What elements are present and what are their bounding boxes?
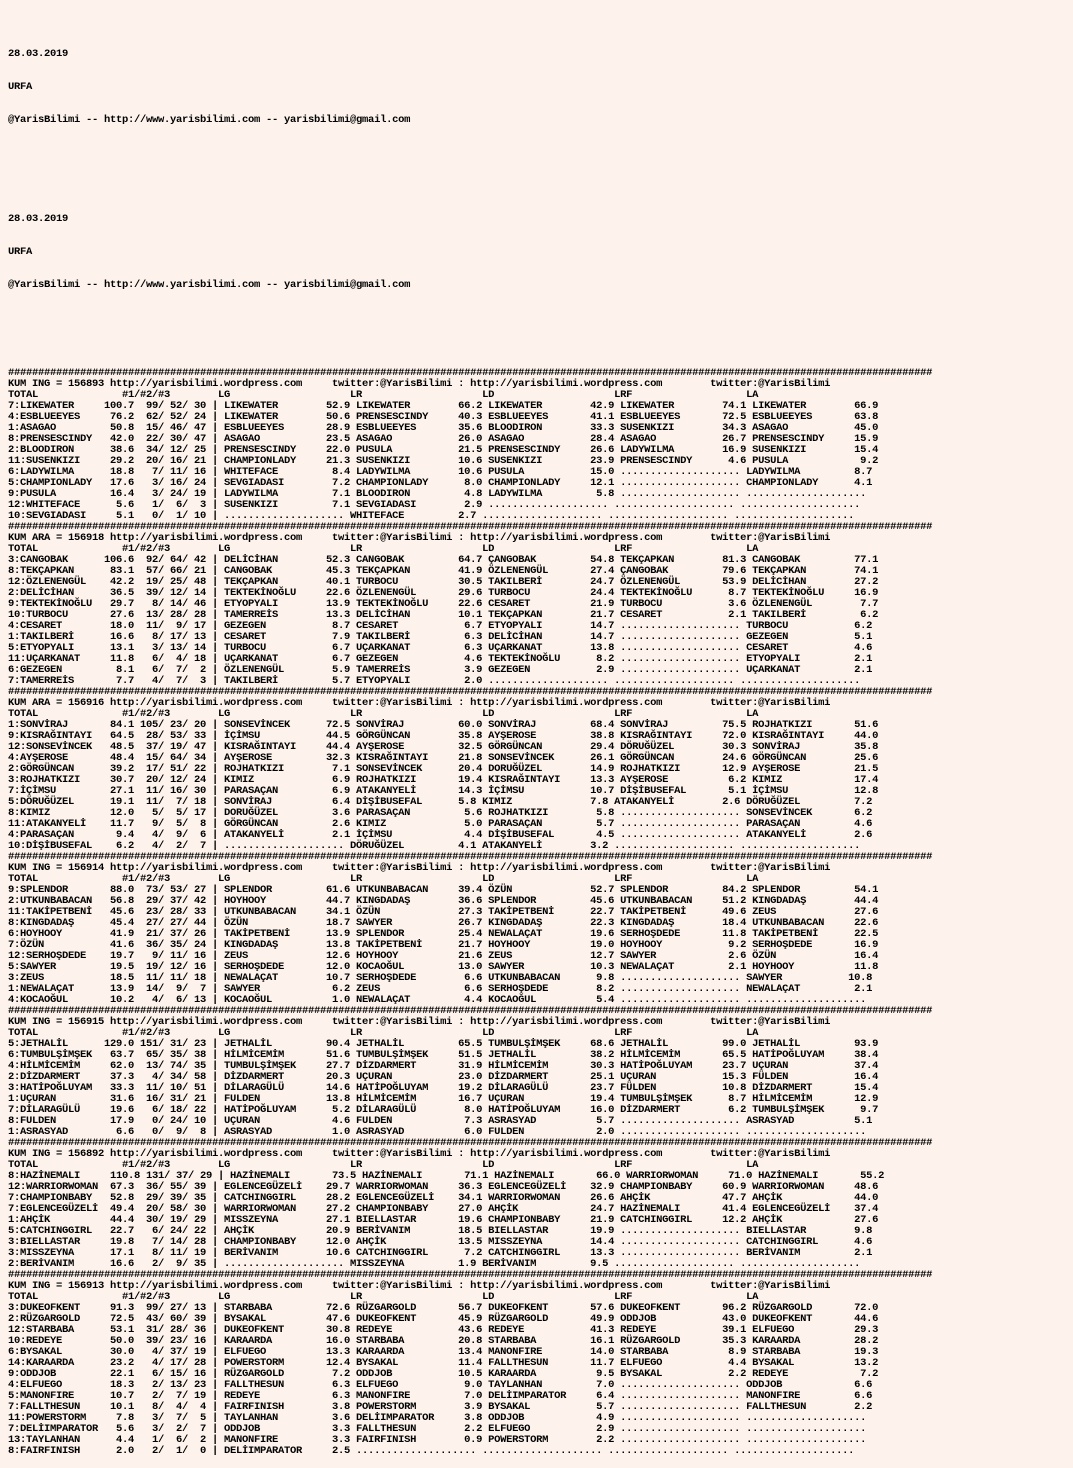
separator-line: ########################################################################################################################################################## xyxy=(8,1269,933,1281)
horse-row: 3:MISSZEYNA 17.1 8/ 11/ 19 | BERİVANIM 10.6 CATCHINGGIRL 7.2 CATCHINGGIRL 13.3 .................... BERİVANIM 2.1 xyxy=(8,1247,873,1259)
race-title: KUM ING = 156892 http://yarisbilimi.wordpress.com twitter:@YarisBilimi : http://yarisbilimi.wordpress.com twitter:@YarisBilimi xyxy=(8,1148,831,1160)
horse-row: 11:TAKİPETBENİ 45.6 23/ 28/ 33 | UTKUNBABACAN 34.1 ÖZÜN 27.3 TAKİPETBENİ 22.7 TAKİPETBENİ 49.6 ZEUS 27.6 xyxy=(8,906,879,918)
horse-row: 6:TUMBULŞİMŞEK 63.7 65/ 35/ 38 | HİLMİCEMİM 51.6 TUMBULŞİMŞEK 51.5 JETHALİL 38.2 HİLMİCEMİM 65.5 HATİPOĞLUYAM 38.4 xyxy=(8,1049,879,1061)
column-header: TOTAL #1/#2/#3 LG LR LD LRF LA xyxy=(8,873,759,885)
horse-row: 11:ATAKANYELİ 11.7 9/ 5/ 8 | GÖRGÜNCAN 2.6 KIMIZ 5.0 PARASAÇAN 5.7 .................... PARASAÇAN 4.6 xyxy=(8,818,873,830)
header-city: URFA xyxy=(8,246,33,258)
horse-row: 11:SUSENKIZI 29.2 20/ 16/ 21 | CHAMPIONLADY 21.3 SUSENKIZI 10.6 SUSENKIZI 23.9 PRENSESCINDY 4.6 PUSULA 9.2 xyxy=(8,455,879,467)
horse-row: 3:CANGOBAK 106.6 92/ 64/ 42 | DELİCİHAN 52.3 CANGOBAK 64.7 ÇANGOBAK 54.8 TEKÇAPKAN 81.3 CANGOBAK 77.1 xyxy=(8,554,879,566)
horse-row: 4:AYŞEROSE 48.4 15/ 64/ 34 | AYŞEROSE 32.3 KISRAĞINTAYI 21.8 SONSEVİNCEK 26.1 GÖRGÜNCAN 24.6 GÖRGÜNCAN 25.6 xyxy=(8,752,879,764)
column-header: TOTAL #1/#2/#3 LG LR LD LRF LA xyxy=(8,708,759,720)
race-block xyxy=(8,1138,932,1270)
horse-row: 2:BERİVANIM 16.6 2/ 9/ 35 | .................... MISSZEYNA 1.9 BERİVANIM 9.5 .................... .................... xyxy=(8,1258,861,1270)
race-block xyxy=(8,1006,932,1138)
horse-row: 3:ROJHATKIZI 30.7 20/ 12/ 24 | KIMIZ 6.9 ROJHATKIZI 19.4 KISRAĞINTAYI 13.3 AYŞEROSE 6.2 KIMIZ 17.4 xyxy=(8,774,879,786)
horse-row: 4:ELFUEGO 18.3 2/ 13/ 23 | FALLTHESUN 6.3 ELFUEGO 9.0 TAYLANHAN 7.0 .................... ODDJOB 6.6 xyxy=(8,1379,873,1391)
separator-line: ########################################################################################################################################################## xyxy=(8,367,933,379)
horse-row: 3:HATİPOĞLUYAM 33.3 11/ 10/ 51 | DİLARAGÜLÜ 14.6 HATİPOĞLUYAM 19.2 DİLARAGÜLÜ 23.7 FÜLDEN 10.8 DİZDARMERT 15.4 xyxy=(8,1082,879,1094)
race-block xyxy=(8,852,932,1006)
horse-row: 8:TEKÇAPKAN 83.1 57/ 66/ 21 | CANGOBAK 45.3 TEKÇAPKAN 41.9 ÖZLENENGÜL 27.4 ÇANGOBAK 79.6 TEKÇAPKAN 74.1 xyxy=(8,565,879,577)
horse-row: 5:JETHALİL 129.0 151/ 31/ 23 | JETHALİL 90.4 JETHALİL 65.5 TUMBULŞİMŞEK 68.6 JETHALİL 99.0 JETHALİL 93.9 xyxy=(8,1038,879,1050)
horse-row: 5:MANONFIRE 10.7 2/ 7/ 19 | REDEYE 6.3 MANONFIRE 7.0 DELİIMPARATOR 6.4 .................... MANONFIRE 6.6 xyxy=(8,1390,873,1402)
race-title: KUM ING = 156893 http://yarisbilimi.wordpress.com twitter:@YarisBilimi : http://yarisbilimi.wordpress.com twitter:@YarisBilimi xyxy=(8,378,831,390)
column-header: TOTAL #1/#2/#3 LG LR LD LRF LA xyxy=(8,389,759,401)
horse-row: 7:İÇİMSU 27.1 11/ 16/ 30 | PARASAÇAN 6.9 ATAKANYELİ 14.3 İÇİMSU 10.7 DİŞİBUSEFAL 5.1 İÇİMSU 12.8 xyxy=(8,785,879,797)
horse-row: 2:BLOODIRON 38.6 34/ 12/ 25 | PRENSESCINDY 22.0 PUSULA 21.5 PRENSESCINDY 26.6 LADYWILMA 16.9 SUSENKIZI 15.4 xyxy=(8,444,879,456)
separator-line: ########################################################################################################################################################## xyxy=(8,851,933,863)
horse-row: 9:KISRAĞINTAYI 64.5 28/ 53/ 33 | İÇİMSU 44.5 GÖRGÜNCAN 35.8 AYŞEROSE 38.8 KISRAĞINTAYI 72.0 KISRAĞINTAYI 44.0 xyxy=(8,730,879,742)
column-header: TOTAL #1/#2/#3 LG LR LD LRF LA xyxy=(8,1291,759,1303)
horse-row: 2:DİZDARMERT 37.3 4/ 34/ 58 | DİZDARMERT 20.3 UÇURAN 23.0 DİZDARMERT 25.1 UÇURAN 15.3 FÜLDEN 16.4 xyxy=(8,1071,879,1083)
horse-row: 4:HİLMİCEMİM 62.0 13/ 74/ 35 | TUMBULŞİMŞEK 27.7 DİZDARMERT 31.9 HİLMİCEMİM 30.3 HATİPOĞLUYAM 23.7 UÇURAN 37.4 xyxy=(8,1060,879,1072)
horse-row: 7:FALLTHESUN 10.1 8/ 4/ 4 | FAIRFINISH 3.8 POWERSTORM 3.9 BYSAKAL 5.7 .................... FALLTHESUN 2.2 xyxy=(8,1401,873,1413)
race-title: KUM ARA = 156918 http://yarisbilimi.wordpress.com twitter:@YarisBilimi : http://yarisbilimi.wordpress.com twitter:@YarisBilimi xyxy=(8,532,831,544)
race-title: KUM ING = 156914 http://yarisbilimi.wordpress.com twitter:@YarisBilimi : http://yarisbilimi.wordpress.com twitter:@YarisBilimi xyxy=(8,862,831,874)
race-title: KUM ING = 156915 http://yarisbilimi.wordpress.com twitter:@YarisBilimi : http://yarisbilimi.wordpress.com twitter:@YarisBilimi xyxy=(8,1016,831,1028)
header-blank xyxy=(8,148,932,159)
horse-row: 7:CHAMPIONBABY 52.8 29/ 39/ 35 | CATCHINGGIRL 28.2 EGLENCEGÜZELİ 34.1 WARRIORWOMAN 26.6 AHÇİK 47.7 AHÇİK 44.0 xyxy=(8,1192,879,1204)
horse-row: 5:CHAMPIONLADY 17.6 3/ 16/ 24 | SEVGIADASI 7.2 CHAMPIONLADY 8.0 CHAMPIONLADY 12.1 .................... CHAMPIONLADY 4.1 xyxy=(8,477,873,489)
horse-row: 6:GEZEGEN 8.1 6/ 7/ 2 | ÖZLENENGÜL 5.9 TAMERREİS 3.9 GEZEGEN 2.9 .................... UÇARKANAT 2.1 xyxy=(8,664,873,676)
horse-row: 9:PUSULA 16.4 3/ 24/ 19 | LADYWILMA 7.1 BLOODIRON 4.8 LADYWILMA 5.8 .................... .................... xyxy=(8,488,867,500)
separator-line: ########################################################################################################################################################## xyxy=(8,1137,933,1149)
header-blank xyxy=(8,181,932,192)
column-header: TOTAL #1/#2/#3 LG LR LD LRF LA xyxy=(8,1027,759,1039)
horse-row: 5:DÖRUĞÜZEL 19.1 11/ 7/ 18 | SONVİRAJ 6.4 DİŞİBUSEFAL 5.8 KIMIZ 7.8 ATAKANYELİ 2.6 DÖRUĞÜZEL 7.2 xyxy=(8,796,873,808)
horse-row: 6:BYSAKAL 30.0 4/ 37/ 19 | ELFUEGO 13.3 KARAARDA 13.4 MANONFIRE 14.0 STARBABA 8.9 STARBABA 19.3 xyxy=(8,1346,879,1358)
horse-row: 12:SERHOŞDEDE 19.7 9/ 11/ 16 | ZEUS 12.6 HOYHOOY 21.6 ZEUS 12.7 SAWYER 2.6 ÖZÜN 16.4 xyxy=(8,950,879,962)
horse-row: 1:AHÇİK 44.4 30/ 19/ 29 | MISSZEYNA 27.1 BIELLASTAR 19.6 CHAMPIONBABY 21.9 CATCHINGGIRL 12.2 AHÇİK 27.6 xyxy=(8,1214,879,1226)
column-header: TOTAL #1/#2/#3 LG LR LD LRF LA xyxy=(8,1159,759,1171)
horse-row: 10:REDEYE 50.0 39/ 23/ 16 | KARAARDA 16.0 STARBABA 20.8 STARBABA 16.1 RÜZGARGOLD 35.3 KARAARDA 28.2 xyxy=(8,1335,879,1347)
horse-row: 7:DELİIMPARATOR 5.6 3/ 2/ 7 | ODDJOB 3.3 FALLTHESUN 2.2 ELFUEGO 2.9 .................... .................... xyxy=(8,1423,867,1435)
horse-row: 6:HOYHOOY 41.9 21/ 37/ 26 | TAKİPETBENİ 13.9 SPLENDOR 25.4 NEWALAÇAT 19.6 SERHOŞDEDE 11.8 TAKİPETBENİ 22.5 xyxy=(8,928,879,940)
horse-row: 2:UTKUNBABACAN 56.8 29/ 37/ 42 | HOYHOOY 44.7 KINGDADAŞ 36.6 SPLENDOR 45.6 UTKUNBABACAN 51.2 KINGDADAŞ 44.4 xyxy=(8,895,879,907)
header-date: 28.03.2019 xyxy=(8,213,69,225)
horse-row: 4:CESARET 18.0 11/ 9/ 17 | GEZEGEN 8.7 CESARET 6.7 ETYOPYALI 14.7 .................... TURBOCU 6.2 xyxy=(8,620,873,632)
horse-row: 12:WHITEFACE 5.6 1/ 6/ 3 | SUSENKIZI 7.1 SEVGIADASI 2.9 .................... .................... .................... xyxy=(8,499,861,511)
horse-row: 7:DİLARAGÜLÜ 19.6 6/ 18/ 22 | HATİPOĞLUYAM 5.2 DİLARAGÜLÜ 8.0 HATİPOĞLUYAM 16.0 DİZDARMERT 6.2 TUMBULŞİMŞEK 9.7 xyxy=(8,1104,879,1116)
horse-row: 12:STARBABA 53.1 31/ 28/ 36 | DUKEOFKENT 30.8 REDEYE 43.6 REDEYE 41.3 REDEYE 39.1 ELFUEGO 29.3 xyxy=(8,1324,879,1336)
separator-line: ########################################################################################################################################################## xyxy=(8,1005,933,1017)
horse-row: 6:LADYWILMA 18.8 7/ 11/ 16 | WHITEFACE 8.4 LADYWILMA 10.6 PUSULA 15.0 .................... LADYWILMA 8.7 xyxy=(8,466,873,478)
horse-row: 8:HAZİNEMALI 110.8 131/ 37/ 29 | HAZİNEMALI 73.5 HAZİNEMALI 71.1 HAZİNEMALI 66.0 WARRIORWOMAN 71.0 HAZİNEMALI 55.2 xyxy=(8,1170,885,1182)
horse-row: 1:TAKILBERİ 16.6 8/ 17/ 13 | CESARET 7.9 TAKILBERİ 6.3 DELİCİHAN 14.7 .................... GEZEGEN 5.1 xyxy=(8,631,873,643)
race-list xyxy=(8,368,932,1457)
horse-row: 12:WARRIORWOMAN 67.3 36/ 55/ 39 | EGLENCEGÜZELİ 29.7 WARRIORWOMAN 36.3 EGLENCEGÜZELİ 32.9 CHAMPIONBABY 60.9 WARRIORWOMAN 48.6 xyxy=(8,1181,879,1193)
horse-row: 8:KINGDADAŞ 45.4 27/ 27/ 44 | ÖZÜN 18.7 SAWYER 26.7 KINGDADAŞ 22.3 KINGDADAŞ 18.4 UTKUNBABACAN 22.6 xyxy=(8,917,879,929)
horse-row: 7:LIKEWATER 100.7 99/ 52/ 30 | LIKEWATER 52.9 LIKEWATER 66.2 LIKEWATER 42.9 LIKEWATER 74.1 LIKEWATER 66.9 xyxy=(8,400,879,412)
horse-row: 2:GÖRGÜNCAN 39.2 17/ 51/ 22 | ROJHATKIZI 7.1 SONSEVİNCEK 20.4 DORUĞÜZEL 14.9 ROJHATKIZI 12.9 AYŞEROSE 21.5 xyxy=(8,763,879,775)
horse-row: 14:KARAARDA 23.2 4/ 17/ 28 | POWERSTORM 12.4 BYSAKAL 11.4 FALLTHESUN 11.7 ELFUEGO 4.4 BYSAKAL 13.2 xyxy=(8,1357,879,1369)
horse-row: 7:TAMERREİS 7.7 4/ 7/ 3 | TAKILBERİ 5.7 ETYOPYALI 2.0 .................... .................... .................... xyxy=(8,675,861,687)
horse-row: 9:TEKTEKİNOĞLU 29.7 8/ 14/ 46 | ETYOPYALI 13.9 TEKTEKİNOĞLU 22.6 CESARET 21.9 TURBOCU 3.6 ÖZLENENGÜL 7.7 xyxy=(8,598,879,610)
horse-row: 1:NEWALAÇAT 13.9 14/ 9/ 7 | SAWYER 6.2 ZEUS 6.6 SERHOŞDEDE 8.2 .................... NEWALAÇAT 2.1 xyxy=(8,983,873,995)
horse-row: 5:CATCHINGGIRL 22.7 6/ 24/ 22 | AHÇİK 20.9 BERİVANIM 18.5 BIELLASTAR 19.9 .................... BIELLASTAR 9.8 xyxy=(8,1225,873,1237)
horse-row: 4:KOCAOĞUL 10.2 4/ 6/ 13 | KOCAOĞUL 1.0 NEWALAÇAT 4.4 KOCAOĞUL 5.4 .................... .................... xyxy=(8,994,867,1006)
horse-row: 12:ÖZLENENGÜL 42.2 19/ 25/ 48 | TEKÇAPKAN 40.1 TURBOCU 30.5 TAKILBERİ 24.7 ÖZLENENGÜL 53.9 DELİCİHAN 27.2 xyxy=(8,576,879,588)
horse-row: 1:ASRASYAD 6.6 0/ 9/ 8 | ASRASYAD 1.0 ASRASYAD 6.0 FULDEN 2.0 .................... .................... xyxy=(8,1126,867,1138)
horse-row: 9:ODDJOB 22.1 6/ 15/ 16 | RÜZGARGOLD 7.2 ODDJOB 10.5 KARAARDA 9.5 BYSAKAL 2.2 REDEYE 7.2 xyxy=(8,1368,879,1380)
horse-row: 2:RÜZGARGOLD 72.5 43/ 60/ 39 | BYSAKAL 47.6 DUKEOFKENT 45.9 RÜZGARGOLD 49.9 ODDJOB 43.0 DUKEOFKENT 44.6 xyxy=(8,1313,879,1325)
results-document xyxy=(8,5,932,1468)
horse-row: 13:TAYLANHAN 4.4 1/ 6/ 2 | MANONFIRE 3.3 FAIRFINISH 0.9 POWERSTORM 2.2 .................... .................... xyxy=(8,1434,867,1446)
race-block xyxy=(8,1270,932,1457)
horse-row: 5:ETYOPYALI 13.1 3/ 13/ 14 | TURBOCU 6.7 UÇARKANAT 6.3 UÇARKANAT 13.8 .................... CESARET 4.6 xyxy=(8,642,873,654)
horse-row: 8:FULDEN 17.9 0/ 24/ 10 | UÇURAN 4.6 FULDEN 7.3 ASRASYAD 5.7 .................... ASRASYAD 5.1 xyxy=(8,1115,873,1127)
horse-row: 3:ZEUS 18.5 11/ 11/ 18 | NEWALAÇAT 10.7 SERHOŞDEDE 6.6 UTKUNBABACAN 9.8 .................... SAWYER 10.8 xyxy=(8,972,873,984)
race-block xyxy=(8,368,932,522)
header-date: 28.03.2019 xyxy=(8,48,69,60)
header-city: URFA xyxy=(8,81,33,93)
horse-row: 8:FAIRFINISH 2.0 2/ 1/ 0 | DELİIMPARATOR 2.5 .................... .................... .................... .................... xyxy=(8,1445,855,1457)
horse-row: 8:PRENSESCINDY 42.0 22/ 30/ 47 | ASAGAO 23.5 ASAGAO 26.0 ASAGAO 28.4 ASAGAO 26.7 PRENSESCINDY 15.9 xyxy=(8,433,879,445)
column-header: TOTAL #1/#2/#3 LG LR LD LRF LA xyxy=(8,543,759,555)
horse-row: 10:TURBOCU 27.6 13/ 28/ 28 | TAMERREİS 13.3 DELİCİHAN 10.1 TEKÇAPKAN 21.7 CESARET 2.1 TAKILBERİ 6.2 xyxy=(8,609,879,621)
horse-row: 11:UÇARKANAT 11.8 6/ 4/ 18 | UÇARKANAT 6.7 GEZEGEN 4.6 TEKTEKİNOĞLU 8.2 .................... ETYOPYALI 2.1 xyxy=(8,653,873,665)
header-block xyxy=(8,27,932,346)
horse-row: 10:DİŞİBUSEFAL 6.2 4/ 2/ 7 | .................... DÖRUĞÜZEL 4.1 ATAKANYELİ 3.2 .................... .................... xyxy=(8,840,861,852)
header-contact: @YarisBilimi -- http://www.yarisbilimi.com -- yarisbilimi@gmail.com xyxy=(8,279,411,291)
horse-row: 7:EGLENCEGÜZELİ 49.4 20/ 58/ 30 | WARRIORWOMAN 27.2 CHAMPIONBABY 27.0 AHÇİK 24.7 HAZİNEMALI 41.4 EGLENCEGÜZELİ 37.4 xyxy=(8,1203,879,1215)
horse-row: 11:POWERSTORM 7.8 3/ 7/ 5 | TAYLANHAN 3.6 DELİIMPARATOR 3.8 ODDJOB 4.9 .................... .................... xyxy=(8,1412,867,1424)
horse-row: 3:BIELLASTAR 19.8 7/ 14/ 28 | CHAMPIONBABY 12.0 AHÇİK 13.5 MISSZEYNA 14.4 .................... CATCHINGGIRL 4.6 xyxy=(8,1236,873,1248)
horse-row: 1:ASAGAO 50.8 15/ 46/ 47 | ESBLUEEYES 28.9 ESBLUEEYES 35.6 BLOODIRON 33.3 SUSENKIZI 34.3 ASAGAO 45.0 xyxy=(8,422,879,434)
horse-row: 1:UÇURAN 31.6 16/ 31/ 21 | FULDEN 13.8 HİLMİCEMİM 16.7 UÇURAN 19.4 TUMBULŞİMŞEK 8.7 HİLMİCEMİM 12.9 xyxy=(8,1093,879,1105)
horse-row: 12:SONSEVİNCEK 48.5 37/ 19/ 47 | KISRAĞINTAYI 44.4 AYŞEROSE 32.5 GÖRGÜNCAN 29.4 DÖRUĞÜZEL 30.3 SONVİRAJ 35.8 xyxy=(8,741,879,753)
horse-row: 4:PARASAÇAN 9.4 4/ 9/ 6 | ATAKANYELİ 2.1 İÇİMSU 4.4 DİŞİBUSEFAL 4.5 .................... ATAKANYELİ 2.6 xyxy=(8,829,873,841)
header-contact: @YarisBilimi -- http://www.yarisbilimi.com -- yarisbilimi@gmail.com xyxy=(8,114,411,126)
horse-row: 3:DUKEOFKENT 91.3 99/ 27/ 13 | STARBABA 72.6 RÜZGARGOLD 56.7 DUKEOFKENT 57.6 DUKEOFKENT 96.2 RÜZGARGOLD 72.0 xyxy=(8,1302,879,1314)
horse-row: 7:ÖZÜN 41.6 36/ 35/ 24 | KINGDADAŞ 13.8 TAKİPETBENİ 21.7 HOYHOOY 19.0 HOYHOOY 9.2 SERHOŞDEDE 16.9 xyxy=(8,939,879,951)
header-blank xyxy=(8,313,932,324)
horse-row: 10:SEVGIADASI 5.1 0/ 1/ 10 | .................... WHITEFACE 2.7 .................... .................... .................... xyxy=(8,510,855,522)
horse-row: 9:SPLENDOR 88.0 73/ 53/ 27 | SPLENDOR 61.6 UTKUNBABACAN 39.4 ÖZÜN 52.7 SPLENDOR 84.2 SPLENDOR 54.1 xyxy=(8,884,879,896)
horse-row: 8:KIMIZ 12.0 5/ 5/ 17 | DORUĞÜZEL 3.6 PARASAÇAN 5.6 ROJHATKIZI 5.8 .................... SONSEVİNCEK 6.2 xyxy=(8,807,873,819)
race-block xyxy=(8,687,932,852)
horse-row: 4:ESBLUEEYES 76.2 62/ 52/ 24 | LIKEWATER 50.6 PRENSESCINDY 40.3 ESBLUEEYES 41.1 ESBLUEEYES 72.5 ESBLUEEYES 63.8 xyxy=(8,411,879,423)
horse-row: 5:SAWYER 19.5 19/ 12/ 16 | SERHOŞDEDE 12.0 KOCAOĞUL 13.0 SAWYER 10.3 NEWALAÇAT 2.1 HOYHOOY 11.8 xyxy=(8,961,879,973)
separator-line: ########################################################################################################################################################## xyxy=(8,686,933,698)
race-title: KUM ARA = 156916 http://yarisbilimi.wordpress.com twitter:@YarisBilimi : http://yarisbilimi.wordpress.com twitter:@YarisBilimi xyxy=(8,697,831,709)
horse-row: 1:SONVİRAJ 84.1 105/ 23/ 20 | SONSEVİNCEK 72.5 SONVİRAJ 60.0 SONVİRAJ 68.4 SONVİRAJ 75.5 ROJHATKIZI 51.6 xyxy=(8,719,879,731)
horse-row: 2:DELİCİHAN 36.5 39/ 12/ 14 | TEKTEKİNOĞLU 22.6 ÖZLENENGÜL 29.6 TURBOCU 24.4 TEKTEKİNOĞLU 8.7 TEKTEKİNOĞLU 16.9 xyxy=(8,587,879,599)
race-block xyxy=(8,522,932,687)
separator-line: ########################################################################################################################################################## xyxy=(8,521,933,533)
race-title: KUM ING = 156913 http://yarisbilimi.wordpress.com twitter:@YarisBilimi : http://yarisbilimi.wordpress.com twitter:@YarisBilimi xyxy=(8,1280,831,1292)
